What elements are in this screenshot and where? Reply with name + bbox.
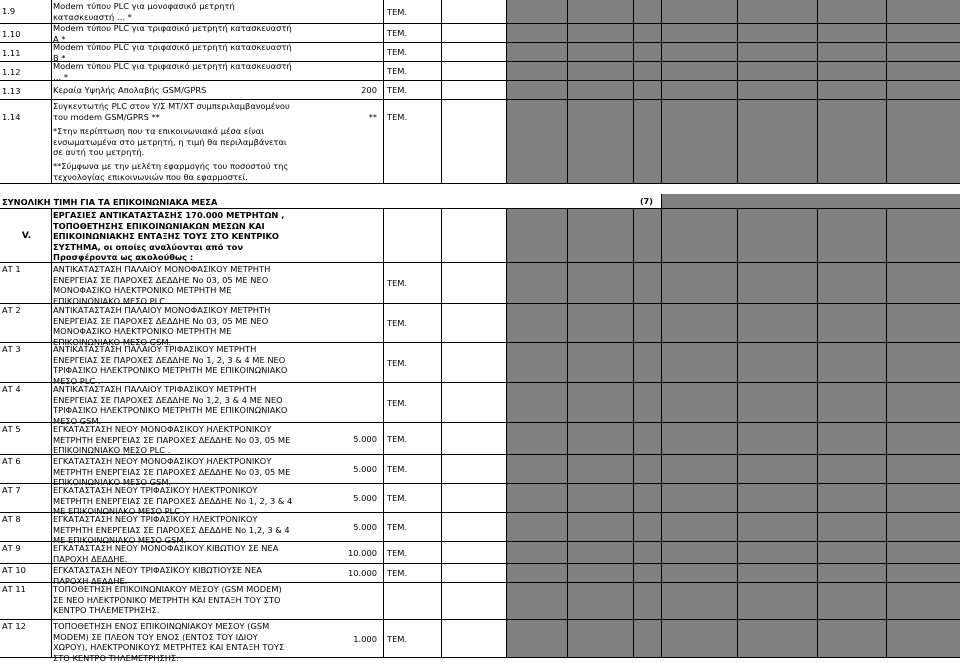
blocked-column — [506, 304, 567, 342]
blocked-column — [633, 583, 661, 619]
table-row — [0, 564, 960, 586]
item-description: ΑΝΤΙΚΑΤΑΣΤΑΣΗ ΠΑΛΑΙΟΥ ΤΡΙΦΑΣΙΚΟΥ ΜΕΤΡΗΤΗ ΕΝΕΡΓΕΙΑΣ ΣΕ ΠΑΡΟΧΕΣ ΔΕΔΔΗΕ Νο 1,2, 3 & 4 ΜΕ ΝΕΟ ΤΡΙΦΑΣΙΚΟ ΗΛΕΚΤΡΟΝΙΚΟ ΜΕΤΡΗΤΗ ΜΕ ΕΠΙΚΟΙΝΩΝΙΑΚΟ ΜΕΣΟ GSM. — [53, 384, 288, 426]
table-row — [0, 513, 960, 546]
item-unit: ΤΕΜ. — [387, 6, 408, 17]
item-quantity: 10.000 — [347, 568, 377, 578]
item-number: ΑΤ 12 — [2, 621, 26, 631]
item-quantity — [296, 62, 383, 80]
item-quantity: 10.000 — [347, 547, 377, 558]
item-quantity — [296, 383, 383, 422]
blocked-column — [567, 43, 633, 61]
footnote: *Στην περίπτωση που τα επικοινωνιακά μέσα είναι ενσωματωμένα στο μετρητή, η τιμή θα περιλαμβάνεται σε αυτή του μετρητή. — [53, 126, 287, 158]
blocked-column — [886, 263, 960, 303]
item-description — [51, 100, 296, 183]
item-description-text: Modem τύπου PLC για τριφασικό μετρητή κατασκευαστή Α * — [53, 22, 292, 44]
blocked-column — [633, 43, 661, 61]
blocked-column — [817, 100, 886, 183]
blocked-column — [506, 0, 567, 23]
blocked-column — [817, 455, 886, 483]
price-column — [441, 484, 506, 512]
table-row — [0, 62, 960, 81]
blocked-column — [633, 100, 661, 183]
item-number: 1.9 — [2, 6, 16, 16]
blocked-column — [817, 81, 886, 99]
blocked-column — [567, 484, 633, 512]
item-number: ΑΤ 2 — [2, 305, 21, 315]
item-number: ΑΤ 3 — [2, 344, 21, 354]
blocked-column — [633, 0, 661, 23]
item-number: ΑΤ 5 — [2, 424, 21, 434]
item-description: ΤΟΠΟΘΕΤΗΣΗ ΕΝΟΣ ΕΠΙΚΟΙΝΩΝΙΑΚΟΥ ΜΕΣΟΥ (GSM MODEM) ΣΕ ΠΛΕΟΝ ΤΟΥ ΕΝΟΣ (ΕΝΤΟΣ ΤΟΥ ΙΔΙΟΥ ΧΩΡΟΥ), ΗΛΕΚΤΡΟΝΙΚΟΥΣ ΜΕΤΡΗΤΕΣ ΚΑΙ ΕΝΤΑΞΗ ΤΟΥΣ ΣΤΟ ΚΕΝΤΡΟ ΤΗΛΕΜΕΤΡΗΣΗΣ. — [53, 621, 285, 663]
blocked-column — [633, 484, 661, 512]
blocked-column — [886, 100, 960, 183]
item-unit: ΤΕΜ. — [387, 28, 408, 38]
section-heading: ΕΡΓΑΣΙΕΣ ΑΝΤΙΚΑΤΑΣΤΑΣΗΣ 170.000 ΜΕΤΡΗΤΩΝ , ΤΟΠΟΘΕΤΗΣΗΣ ΕΠΙΚΟΙΝΩΝΙΑΚΩΝ ΜΕΣΩΝ ΚΑΙ ΕΠΙΚΟΙΝΩΝΙΑΚΗΣ ΕΝΤΑΞΗΣ ΤΟΥΣ ΣΤΟ ΚΕΝΤΡΙΚΟ ΣΥΣΤΗΜΑ, οι οποίες αναλύονται από τον Προσφέροντα ως ακολούθως : — [53, 210, 285, 263]
blocked-column — [817, 542, 886, 563]
section-heading-row — [0, 208, 960, 263]
item-number: ΑΤ 6 — [2, 456, 21, 466]
table-row — [0, 81, 960, 100]
blocked-column — [567, 209, 633, 262]
blocked-column — [886, 24, 960, 42]
blocked-column — [633, 62, 661, 80]
blocked-column — [633, 423, 661, 454]
price-column — [441, 209, 506, 262]
item-unit: ΤΕΜ. — [387, 66, 408, 76]
table-row — [0, 423, 960, 455]
price-column — [441, 383, 506, 422]
blocked-column — [817, 24, 886, 42]
item-number: ΑΤ 9 — [2, 543, 21, 553]
blocked-column — [817, 263, 886, 303]
item-quantity — [296, 24, 383, 42]
blocked-column — [817, 564, 886, 582]
blocked-column — [737, 383, 817, 422]
table-row — [0, 484, 960, 517]
blocked-column — [567, 513, 633, 541]
item-description-text: Modem τύπου PLC για μονοφασικό μετρητή κατασκευαστή … * — [53, 1, 235, 22]
item-quantity: 5.000 — [353, 493, 377, 503]
item-unit: ΤΕΜ. — [387, 633, 408, 644]
blocked-column — [817, 383, 886, 422]
blocked-column — [886, 0, 960, 23]
blocked-column — [506, 583, 567, 619]
item-unit: ΤΕΜ. — [387, 397, 408, 408]
blocked-column — [661, 484, 737, 512]
blocked-column — [661, 24, 737, 42]
item-unit: ΤΕΜ. — [387, 318, 408, 328]
blocked-column — [567, 343, 633, 382]
price-column — [441, 263, 506, 303]
item-number: ΑΤ 7 — [2, 485, 21, 495]
blocked-column — [506, 263, 567, 303]
blocked-column — [886, 620, 960, 657]
blocked-column — [506, 100, 567, 183]
price-column — [441, 0, 506, 23]
blocked-column — [567, 81, 633, 99]
item-number: ΑΤ 8 — [2, 514, 21, 524]
table-row — [0, 542, 960, 564]
blocked-column — [661, 542, 737, 563]
item-unit: ΤΕΜ. — [387, 357, 408, 368]
blocked-column — [506, 564, 567, 582]
blocked-column — [886, 304, 960, 342]
item-description: ΕΓΚΑΤΑΣΤΑΣΗ ΝΕΟΥ ΤΡΙΦΑΣΙΚΟΥ ΚΙΒΩΤΙΟΥΣΕ ΝΕΑ ΠΑΡΟΧΗ ΔΕΔΔΗΕ. — [53, 565, 262, 586]
blocked-column — [661, 455, 737, 483]
price-column — [441, 43, 506, 61]
blocked-column — [817, 0, 886, 23]
blocked-column — [506, 484, 567, 512]
item-description: ΕΓΚΑΤΑΣΤΑΣΗ ΝΕΟΥ ΜΟΝΟΦΑΣΙΚΟΥ ΗΛΕΚΤΡΟΝΙΚΟΥ ΜΕΤΡΗΤΗ ΕΝΕΡΓΕΙΑΣ ΣΕ ΠΑΡΟΧΕΣ ΔΕΔΔΗΕ Νο 03, 05 ΜΕ ΕΠΙΚΟΙΝΩΝΙΑΚΟ ΜΕΣΟ GSM. — [53, 456, 291, 488]
item-description: ΕΓΚΑΤΑΣΤΑΣΗ ΝΕΟΥ ΤΡΙΦΑΣΙΚΟΥ ΗΛΕΚΤΡΟΝΙΚΟΥ ΜΕΤΡΗΤΗ ΕΝΕΡΓΕΙΑΣ ΣΕ ΠΑΡΟΧΕΣ ΔΕΔΔΗΕ Νο 1, 2, 3 & 4 ΜΕ ΕΠΙΚΟΙΝΩΝΙΑΚΟ ΜΕΣΟ PLC . — [53, 485, 293, 517]
table-row — [0, 24, 960, 43]
blocked-column — [886, 583, 960, 619]
item-unit: ΤΕΜ. — [387, 278, 408, 288]
item-description: ΤΟΠΟΘΕΤΗΣΗ ΕΠΙΚΟΙΝΩΝΙΑΚΟΥ ΜΕΣΟΥ (GSM MODEM) ΣΕ ΝΕΟ ΗΛΕΚΤΡΟΝΙΚΟ ΜΕΤΡΗΤΗ ΚΑΙ ΕΝΤΑΞΗ ΤΟΥ ΣΤΟ ΚΕΝΤΡΟ ΤΗΛΕΜΕΤΡΗΣΗΣ. — [53, 584, 282, 616]
item-number: ΑΤ 4 — [2, 384, 21, 394]
blocked-column — [567, 455, 633, 483]
blocked-column — [506, 455, 567, 483]
blocked-column — [886, 455, 960, 483]
blocked-column — [661, 0, 737, 23]
item-unit: ΤΕΜ. — [387, 464, 408, 474]
table-row — [0, 383, 960, 426]
blocked-column — [886, 81, 960, 99]
blocked-column — [817, 304, 886, 342]
blocked-column — [817, 423, 886, 454]
blocked-column — [737, 620, 817, 657]
blocked-column — [661, 81, 737, 99]
blocked-column — [567, 304, 633, 342]
blocked-column — [506, 620, 567, 657]
blocked-column — [661, 62, 737, 80]
item-description: ΑΝΤΙΚΑΤΑΣΤΑΣΗ ΠΑΛΑΙΟΥ ΜΟΝΟΦΑΣΙΚΟΥ ΜΕΤΡΗΤΗ ΕΝΕΡΓΕΙΑΣ ΣΕ ΠΑΡΟΧΕΣ ΔΕΔΔΗΕ Νο 03, 05 ΜΕ ΝΕΟ ΜΟΝΟΦΑΣΙΚΟ ΗΛΕΚΤΡΟΝΙΚΟ ΜΕΤΡΗΤΗ ΜΕ ΕΠΙΚΟΙΝΩΝΙΑΚΟ ΜΕΣΟ PLC . — [53, 264, 271, 306]
item-quantity: 5.000 — [353, 522, 377, 532]
price-column — [441, 620, 506, 657]
item-description: ΕΓΚΑΤΑΣΤΑΣΗ ΝΕΟΥ ΜΟΝΟΦΑΣΙΚΟΥ ΚΙΒΩΤΙΟΥ ΣΕ ΝΕΑ ΠΑΡΟΧΗ ΔΕΔΔΗΕ. — [53, 543, 279, 564]
blocked-column — [737, 513, 817, 541]
blocked-column — [567, 0, 633, 23]
blocked-column — [737, 542, 817, 563]
blocked-column — [633, 263, 661, 303]
price-column — [441, 423, 506, 454]
item-quantity: 5.000 — [353, 464, 377, 474]
table-row — [0, 620, 960, 663]
price-column — [441, 583, 506, 619]
price-column — [441, 343, 506, 382]
blocked-column — [737, 81, 817, 99]
item-quantity: ** — [368, 112, 377, 122]
item-description-text: Modem τύπου PLC για τριφασικό μετρητή κατασκευαστή … * — [53, 60, 292, 82]
blocked-column — [633, 209, 661, 262]
blocked-column — [506, 62, 567, 80]
item-unit: ΤΕΜ. — [387, 85, 408, 95]
blocked-column — [633, 24, 661, 42]
blocked-column — [661, 583, 737, 619]
blocked-column — [506, 81, 567, 99]
blocked-column — [633, 81, 661, 99]
blocked-column — [817, 620, 886, 657]
blocked-column — [886, 209, 960, 262]
blocked-column — [506, 423, 567, 454]
item-quantity — [296, 43, 383, 61]
blocked-column — [506, 383, 567, 422]
blocked-column — [661, 423, 737, 454]
price-column — [441, 24, 506, 42]
blocked-column — [567, 620, 633, 657]
item-quantity — [296, 0, 383, 23]
blocked-column — [567, 583, 633, 619]
item-description-text: Κεραία Υψηλής Απολαβής GSM/GPRS — [53, 85, 207, 96]
blocked-column — [661, 343, 737, 382]
blocked-column — [737, 43, 817, 61]
blocked-column — [737, 0, 817, 23]
item-description — [51, 62, 296, 80]
blocked-column — [567, 100, 633, 183]
item-quantity: 200 — [361, 85, 377, 95]
blocked-column — [737, 209, 817, 262]
item-unit: ΤΕΜ. — [387, 47, 408, 57]
blocked-column — [737, 423, 817, 454]
price-column — [441, 62, 506, 80]
item-quantity — [296, 583, 383, 619]
blocked-column — [633, 343, 661, 382]
item-number: 1.14 — [2, 112, 21, 122]
blocked-column — [661, 564, 737, 582]
table-row — [0, 0, 960, 24]
blocked-column — [737, 484, 817, 512]
blocked-column — [506, 513, 567, 541]
item-number: 1.11 — [2, 47, 21, 58]
summary-title: ΣΥΝΟΛΙΚΗ ΤΙΜΗ ΓΙΑ ΤΑ ΕΠΙΚΟΙΝΩΝΙΑΚΑ ΜΕΣΑ — [2, 197, 218, 207]
item-number: ΑΤ 10 — [2, 565, 26, 575]
price-column — [441, 304, 506, 342]
blocked-column — [737, 564, 817, 582]
price-column — [441, 455, 506, 483]
blocked-column — [567, 263, 633, 303]
blocked-column — [567, 383, 633, 422]
blocked-column — [506, 542, 567, 563]
price-column — [441, 100, 506, 183]
section-number: V. — [21, 231, 32, 241]
table-row — [0, 455, 960, 488]
item-unit: ΤΕΜ. — [387, 522, 408, 532]
blocked-column — [633, 304, 661, 342]
summary-mark: (7) — [640, 197, 653, 206]
item-unit: ΤΕΜ. — [387, 433, 408, 444]
blocked-column — [886, 43, 960, 61]
blocked-column — [737, 24, 817, 42]
blocked-column — [817, 62, 886, 80]
item-description: ΕΓΚΑΤΑΣΤΑΣΗ ΝΕΟΥ ΤΡΙΦΑΣΙΚΟΥ ΗΛΕΚΤΡΟΝΙΚΟΥ ΜΕΤΡΗΤΗ ΕΝΕΡΓΕΙΑΣ ΣΕ ΠΑΡΟΧΕΣ ΔΕΔΔΗΕ Νο 1,2, 3 & 4 ΜΕ ΕΠΙΚΟΙΝΩΝΙΑΚΟ ΜΕΣΟ GSM. — [53, 514, 290, 546]
table-row — [0, 100, 960, 184]
item-quantity — [296, 343, 383, 382]
item-description — [51, 24, 296, 42]
price-column — [441, 513, 506, 541]
blocked-column — [661, 620, 737, 657]
table-row — [0, 43, 960, 62]
blocked-column — [633, 620, 661, 657]
blocked-column — [633, 564, 661, 582]
blocked-column — [886, 564, 960, 582]
item-unit: ΤΕΜ. — [387, 112, 408, 122]
summary-line — [0, 194, 960, 208]
blocked-column — [817, 484, 886, 512]
blocked-column — [886, 484, 960, 512]
blocked-column — [633, 455, 661, 483]
blocked-column — [506, 343, 567, 382]
item-quantity — [296, 263, 383, 303]
price-column — [441, 81, 506, 99]
item-description-text: Modem τύπου PLC για τριφασικό μετρητή κατασκευαστή Β * — [53, 41, 292, 63]
table-row — [0, 263, 960, 304]
item-description: ΕΓΚΑΤΑΣΤΑΣΗ ΝΕΟΥ ΜΟΝΟΦΑΣΙΚΟΥ ΗΛΕΚΤΡΟΝΙΚΟΥ ΜΕΤΡΗΤΗ ΕΝΕΡΓΕΙΑΣ ΣΕ ΠΑΡΟΧΕΣ ΔΕΔΔΗΕ Νο 03, 05 ΜΕ ΕΠΙΚΟΙΝΩΝΙΑΚΟ ΜΕΣΟ PLC . — [53, 424, 291, 456]
blocked-column — [506, 43, 567, 61]
blocked-column — [886, 542, 960, 563]
blocked-column — [633, 513, 661, 541]
item-unit — [383, 583, 441, 619]
blocked-column — [737, 100, 817, 183]
blocked-column — [661, 383, 737, 422]
item-unit: ΤΕΜ. — [387, 568, 408, 578]
blocked-column — [661, 513, 737, 541]
blocked-column — [737, 263, 817, 303]
blocked-column — [661, 304, 737, 342]
blocked-column — [886, 343, 960, 382]
table-row — [0, 304, 960, 347]
blocked-column — [661, 263, 737, 303]
item-description — [51, 81, 296, 99]
table-row — [0, 583, 960, 620]
item-unit: ΤΕΜ. — [387, 493, 408, 503]
item-number: ΑΤ 1 — [2, 264, 21, 274]
blocked-column — [506, 209, 567, 262]
blocked-column — [567, 564, 633, 582]
blocked-column — [817, 43, 886, 61]
item-quantity: 1.000 — [353, 633, 377, 644]
blocked-column — [886, 513, 960, 541]
blocked-column — [886, 62, 960, 80]
blocked-column — [886, 383, 960, 422]
blocked-column — [737, 304, 817, 342]
blocked-column — [661, 100, 737, 183]
item-quantity: 5.000 — [353, 433, 377, 444]
blocked-column — [737, 583, 817, 619]
blocked-column — [817, 343, 886, 382]
blocked-column — [737, 343, 817, 382]
blocked-column — [567, 423, 633, 454]
footnote: **Σύμφωνα με την μελέτη εφαρμογής του ποσοστού της τεχνολογίας επικοινωνιών που θα εφαρμοστεί. — [53, 160, 289, 182]
item-unit: ΤΕΜ. — [387, 547, 408, 558]
item-number: 1.13 — [2, 85, 21, 96]
blocked-column — [886, 423, 960, 454]
item-description-text: Συγκεντωτής PLC στον Υ/Σ ΜΤ/ΧΤ συμπεριλαμβανομένου του modem GSM/GPRS ** — [53, 101, 290, 122]
blocked-column — [817, 513, 886, 541]
blocked-column — [567, 24, 633, 42]
price-column — [441, 564, 506, 582]
item-number: ΑΤ 11 — [2, 584, 26, 594]
blocked-column — [661, 209, 737, 262]
item-quantity — [296, 304, 383, 342]
item-number: 1.10 — [2, 28, 21, 39]
blocked-column — [737, 62, 817, 80]
item-number: 1.12 — [2, 66, 21, 77]
item-description: ΑΝΤΙΚΑΤΑΣΤΑΣΗ ΠΑΛΑΙΟΥ ΤΡΙΦΑΣΙΚΟΥ ΜΕΤΡΗΤΗ ΕΝΕΡΓΕΙΑΣ ΣΕ ΠΑΡΟΧΕΣ ΔΕΔΔΗΕ Νο 1, 2, 3 & 4 ΜΕ ΝΕΟ ΤΡΙΦΑΣΙΚΟ ΗΛΕΚΤΡΟΝΙΚΟ ΜΕΤΡΗΤΗ ΜΕ ΕΠΙΚΟΙΝΩΝΙΑΚΟ ΜΕΣΟ PLC . — [53, 344, 288, 386]
blocked-column — [506, 24, 567, 42]
table-row — [0, 343, 960, 386]
item-description — [51, 0, 296, 23]
blocked-column — [817, 209, 886, 262]
blocked-column — [567, 542, 633, 563]
blocked-column — [737, 455, 817, 483]
item-description — [51, 43, 296, 61]
blocked-column — [567, 62, 633, 80]
price-column — [441, 542, 506, 563]
item-description: ΑΝΤΙΚΑΤΑΣΤΑΣΗ ΠΑΛΑΙΟΥ ΜΟΝΟΦΑΣΙΚΟΥ ΜΕΤΡΗΤΗ ΕΝΕΡΓΕΙΑΣ ΣΕ ΠΑΡΟΧΕΣ ΔΕΔΔΗΕ Νο 03, 05 ΜΕ ΝΕΟ ΜΟΝΟΦΑΣΙΚΟ ΗΛΕΚΤΡΟΝΙΚΟ ΜΕΤΡΗΤΗ ΜΕ ΕΠΙΚΟΙΝΩΝΙΑΚΟ ΜΕΣΟ GSM. — [53, 305, 271, 347]
blocked-column — [661, 194, 960, 208]
blocked-column — [633, 542, 661, 563]
blocked-column — [817, 583, 886, 619]
blocked-column — [661, 43, 737, 61]
blocked-column — [633, 383, 661, 422]
